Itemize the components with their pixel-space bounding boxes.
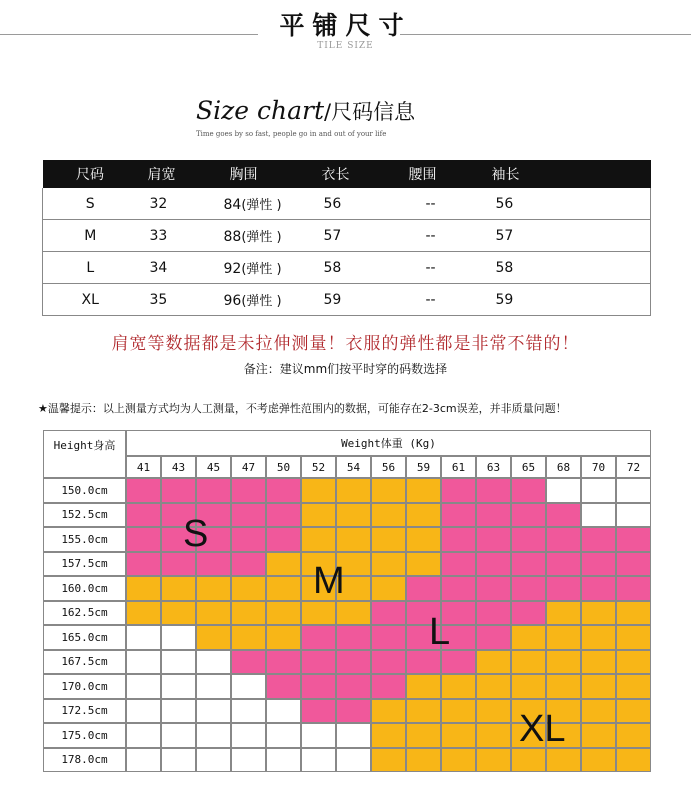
- weight-tick-label: 45: [196, 456, 231, 478]
- grid-cell: [301, 723, 336, 748]
- length-cell: 58: [312, 252, 394, 284]
- grid-cell: [616, 699, 651, 724]
- grid-cell: [441, 552, 476, 577]
- grid-cell: [266, 699, 301, 724]
- grid-cell: [231, 478, 266, 503]
- size-chart-tagline: Time goes by so fast, people go in and out of your life: [196, 130, 387, 138]
- size-chart-title-cn: /尺码信息: [324, 100, 416, 124]
- grid-cell: [126, 527, 161, 552]
- grid-cell: [371, 601, 406, 626]
- length-cell: 59: [312, 284, 394, 316]
- grid-cell: [196, 674, 231, 699]
- grid-cell: [266, 674, 301, 699]
- grid-cell: [301, 601, 336, 626]
- grid-cell: [301, 625, 336, 650]
- grid-cell: [231, 601, 266, 626]
- grid-cell: [266, 478, 301, 503]
- remark-note: 备注：建议mm们按平时穿的码数选择: [243, 362, 448, 376]
- grid-cell: [301, 503, 336, 528]
- grid-cell: [126, 625, 161, 650]
- grid-cell: [231, 723, 266, 748]
- grid-cell: [231, 699, 266, 724]
- grid-cell: [301, 674, 336, 699]
- height-tick-label: 155.0cm: [43, 527, 126, 552]
- grid-cell: [266, 503, 301, 528]
- weight-tick-label: 65: [511, 456, 546, 478]
- grid-cell: [616, 723, 651, 748]
- grid-cell: [161, 748, 196, 773]
- waist-cell: --: [394, 284, 482, 316]
- grid-cell: [161, 650, 196, 675]
- table-row: [43, 188, 651, 220]
- grid-cell: [581, 601, 616, 626]
- grid-cell: [546, 503, 581, 528]
- height-tick-label: 162.5cm: [43, 601, 126, 626]
- grid-cell: [266, 625, 301, 650]
- grid-cell: [161, 723, 196, 748]
- chest-cell: [220, 220, 312, 252]
- grid-cell: [371, 748, 406, 773]
- grid-cell: [581, 478, 616, 503]
- page-subtitle: TILE SIZE: [317, 41, 374, 51]
- grid-cell: [476, 699, 511, 724]
- col-header-size: 尺码: [43, 160, 138, 188]
- grid-cell: [371, 650, 406, 675]
- grid-cell: [511, 576, 546, 601]
- grid-cell: [406, 478, 441, 503]
- size-cell: S: [43, 188, 138, 220]
- grid-cell: [336, 503, 371, 528]
- height-tick-label: 170.0cm: [43, 674, 126, 699]
- grid-cell: [616, 527, 651, 552]
- col-header-sleeve: 袖长: [482, 160, 651, 188]
- grid-cell: [546, 625, 581, 650]
- grid-cell: [511, 478, 546, 503]
- grid-cell: [441, 748, 476, 773]
- grid-cell: [336, 625, 371, 650]
- height-tick-label: 178.0cm: [43, 748, 126, 773]
- col-header-shoulder: 肩宽: [138, 160, 220, 188]
- size-cell: M: [43, 220, 138, 252]
- grid-cell: [196, 699, 231, 724]
- grid-cell: [616, 503, 651, 528]
- shoulder-cell: 33: [138, 220, 220, 252]
- grid-cell: [231, 625, 266, 650]
- grid-cell: [126, 552, 161, 577]
- grid-cell: [336, 674, 371, 699]
- grid-cell: [546, 650, 581, 675]
- chest-value: 88: [223, 229, 242, 245]
- grid-cell: [336, 699, 371, 724]
- grid-cell: [511, 503, 546, 528]
- grid-cell: [511, 552, 546, 577]
- col-header-length: 衣长: [312, 160, 394, 188]
- size-cell: L: [43, 252, 138, 284]
- elastic-note: 肩宽等数据都是未拉伸测量！衣服的弹性都是非常不错的！: [111, 334, 580, 354]
- grid-cell: [231, 748, 266, 773]
- grid-cell: [581, 527, 616, 552]
- grid-cell: [266, 527, 301, 552]
- grid-cell: [476, 503, 511, 528]
- weight-tick-label: 70: [581, 456, 616, 478]
- grid-cell: [231, 650, 266, 675]
- grid-cell: [301, 650, 336, 675]
- grid-cell: [126, 748, 161, 773]
- grid-cell: [126, 601, 161, 626]
- grid-cell: [371, 527, 406, 552]
- grid-cell: [196, 576, 231, 601]
- grid-cell: [581, 674, 616, 699]
- size-cell: XL: [43, 284, 138, 316]
- grid-cell: [476, 552, 511, 577]
- grid-cell: [266, 601, 301, 626]
- grid-cell: [161, 478, 196, 503]
- measurement-tip: ★温馨提示：以上测量方式均为人工测量，不考虑弹性范围内的数据，可能存在2-3cm误差，并非质量问题！: [38, 402, 567, 415]
- shoulder-cell: 34: [138, 252, 220, 284]
- weight-tick-label: 41: [126, 456, 161, 478]
- grid-cell: [161, 625, 196, 650]
- grid-cell: [546, 674, 581, 699]
- grid-cell: [196, 748, 231, 773]
- grid-cell: [126, 699, 161, 724]
- chest-value: 96: [223, 293, 242, 309]
- grid-cell: [546, 576, 581, 601]
- grid-cell: [266, 650, 301, 675]
- grid-cell: [266, 552, 301, 577]
- weight-tick-label: 52: [301, 456, 336, 478]
- grid-cell: [196, 723, 231, 748]
- weight-tick-label: 61: [441, 456, 476, 478]
- grid-cell: [371, 699, 406, 724]
- waist-cell: --: [394, 220, 482, 252]
- grid-cell: [616, 601, 651, 626]
- grid-cell: [336, 723, 371, 748]
- grid-cell: [231, 674, 266, 699]
- grid-cell: [511, 527, 546, 552]
- grid-cell: [441, 723, 476, 748]
- grid-cell: [126, 478, 161, 503]
- height-tick-label: 172.5cm: [43, 699, 126, 724]
- waist-cell: --: [394, 252, 482, 284]
- grid-cell: [511, 601, 546, 626]
- grid-cell: [406, 748, 441, 773]
- grid-cell: [126, 650, 161, 675]
- weight-tick-label: 68: [546, 456, 581, 478]
- grid-cell: [336, 650, 371, 675]
- grid-cell: [616, 650, 651, 675]
- grid-cell: [441, 576, 476, 601]
- grid-cell: [301, 527, 336, 552]
- grid-cell: [406, 674, 441, 699]
- weight-tick-label: 43: [161, 456, 196, 478]
- col-header-chest: 胸围: [220, 160, 312, 188]
- grid-cell: [511, 674, 546, 699]
- grid-cell: [616, 576, 651, 601]
- grid-cell: [581, 503, 616, 528]
- grid-cell: [546, 527, 581, 552]
- grid-cell: [196, 625, 231, 650]
- shoulder-cell: 35: [138, 284, 220, 316]
- grid-cell: [336, 748, 371, 773]
- grid-cell: [196, 650, 231, 675]
- sleeve-cell: 56: [482, 188, 651, 220]
- col-header-waist: 腰围: [394, 160, 482, 188]
- grid-cell: [406, 723, 441, 748]
- grid-cell: [126, 576, 161, 601]
- grid-cell: [616, 552, 651, 577]
- grid-cell: [371, 723, 406, 748]
- chest-cell: [220, 252, 312, 284]
- height-tick-label: 165.0cm: [43, 625, 126, 650]
- waist-cell: --: [394, 188, 482, 220]
- grid-cell: [196, 478, 231, 503]
- grid-cell: [126, 723, 161, 748]
- height-axis-label: Height身高: [43, 430, 126, 478]
- grid-cell: [196, 601, 231, 626]
- grid-cell: [511, 650, 546, 675]
- sleeve-cell: 59: [482, 284, 651, 316]
- grid-cell: [126, 674, 161, 699]
- measurement-header-row: [43, 160, 651, 188]
- chest-cell: [220, 188, 312, 220]
- grid-cell: [301, 478, 336, 503]
- weight-tick-label: 50: [266, 456, 301, 478]
- chest-value: 84: [223, 197, 242, 213]
- grid-cell: [441, 478, 476, 503]
- table-row: [43, 284, 651, 316]
- grid-cell: [581, 552, 616, 577]
- grid-cell: [336, 527, 371, 552]
- grid-cell: [546, 478, 581, 503]
- grid-cell: [406, 503, 441, 528]
- grid-cell: [441, 674, 476, 699]
- height-tick-label: 175.0cm: [43, 723, 126, 748]
- grid-cell: [581, 650, 616, 675]
- grid-cell: [406, 527, 441, 552]
- grid-cell: [546, 601, 581, 626]
- grid-cell: [476, 748, 511, 773]
- grid-cell: [371, 503, 406, 528]
- size-zone-label: M: [313, 560, 345, 602]
- grid-cell: [476, 723, 511, 748]
- grid-cell: [161, 674, 196, 699]
- weight-tick-label: 72: [616, 456, 651, 478]
- table-row: [43, 220, 651, 252]
- shoulder-cell: 32: [138, 188, 220, 220]
- weight-axis-label: Weight体重 (Kg): [126, 430, 651, 456]
- grid-cell: [546, 552, 581, 577]
- grid-cell: [476, 478, 511, 503]
- chest-value: 92: [223, 261, 242, 277]
- grid-cell: [441, 527, 476, 552]
- chest-elastic-note: (弹性 ): [241, 230, 282, 245]
- grid-cell: [476, 576, 511, 601]
- size-zone-label: XL: [519, 708, 566, 750]
- grid-cell: [406, 576, 441, 601]
- weight-tick-label: 47: [231, 456, 266, 478]
- chest-elastic-note: (弹性 ): [241, 198, 282, 213]
- weight-tick-label: 54: [336, 456, 371, 478]
- grid-cell: [161, 576, 196, 601]
- grid-cell: [441, 699, 476, 724]
- weight-tick-label: 59: [406, 456, 441, 478]
- height-tick-label: 150.0cm: [43, 478, 126, 503]
- page-title: 平铺尺寸: [279, 11, 412, 40]
- size-chart-heading: [196, 96, 415, 126]
- weight-tick-label: 63: [476, 456, 511, 478]
- length-cell: 57: [312, 220, 394, 252]
- height-tick-label: 157.5cm: [43, 552, 126, 577]
- height-tick-label: 160.0cm: [43, 576, 126, 601]
- grid-cell: [266, 723, 301, 748]
- grid-cell: [266, 748, 301, 773]
- height-tick-label: 152.5cm: [43, 503, 126, 528]
- grid-cell: [161, 601, 196, 626]
- weight-tick-label: 56: [371, 456, 406, 478]
- grid-cell: [371, 674, 406, 699]
- grid-cell: [476, 674, 511, 699]
- chest-elastic-note: (弹性 ): [241, 294, 282, 309]
- table-row: [43, 252, 651, 284]
- grid-cell: [616, 674, 651, 699]
- height-tick-label: 167.5cm: [43, 650, 126, 675]
- grid-cell: [231, 576, 266, 601]
- grid-cell: [616, 748, 651, 773]
- grid-cell: [266, 576, 301, 601]
- sleeve-cell: 57: [482, 220, 651, 252]
- grid-cell: [581, 576, 616, 601]
- chest-elastic-note: (弹性 ): [241, 262, 282, 277]
- grid-cell: [581, 625, 616, 650]
- grid-cell: [301, 748, 336, 773]
- grid-cell: [301, 699, 336, 724]
- size-zone-label: L: [429, 611, 451, 653]
- size-zone-label: S: [183, 513, 209, 555]
- length-cell: 56: [312, 188, 394, 220]
- grid-cell: [616, 625, 651, 650]
- grid-cell: [161, 699, 196, 724]
- grid-cell: [441, 503, 476, 528]
- grid-cell: [476, 527, 511, 552]
- chest-cell: [220, 284, 312, 316]
- grid-cell: [336, 601, 371, 626]
- grid-cell: [371, 478, 406, 503]
- grid-cell: [616, 478, 651, 503]
- grid-cell: [371, 625, 406, 650]
- grid-cell: [126, 503, 161, 528]
- sleeve-cell: 58: [482, 252, 651, 284]
- measurement-table: [42, 160, 651, 316]
- grid-cell: [406, 699, 441, 724]
- size-chart-title-en: Size chart: [196, 96, 325, 125]
- grid-cell: [511, 625, 546, 650]
- grid-cell: [336, 478, 371, 503]
- grid-cell: [406, 552, 441, 577]
